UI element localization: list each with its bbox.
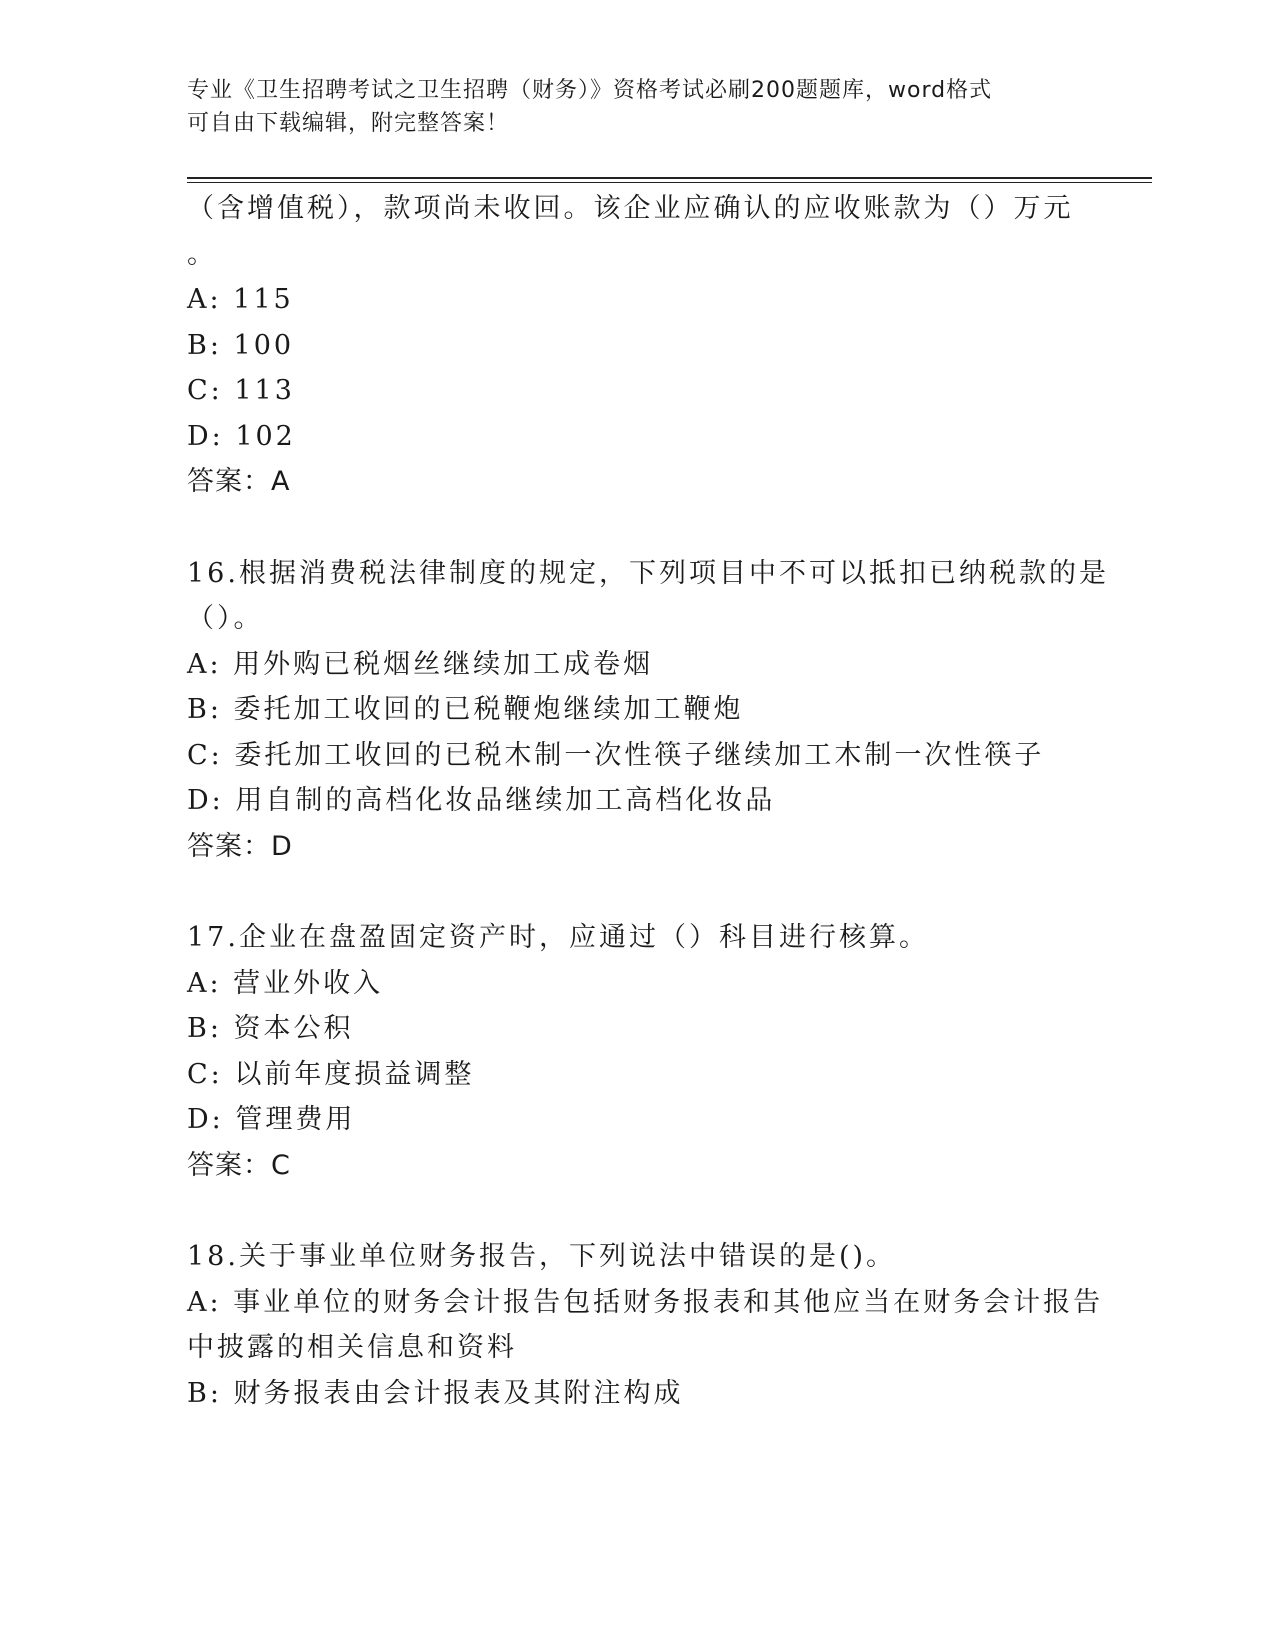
- question-17: [187, 915, 1087, 1188]
- option-c: C: 113: [187, 375, 295, 406]
- answer-line: 答案：A: [187, 466, 291, 497]
- document-header: [187, 74, 1067, 140]
- question-stem-line: （含增值税），款项尚未收回。该企业应确认的应收账款为（）万元: [187, 193, 1074, 224]
- question-content: [187, 186, 1109, 1416]
- option-d: D: 管理费用: [187, 1104, 356, 1135]
- header-line-1: 专业《卫生招聘考试之卫生招聘（财务）》资格考试必刷200题题库，word格式: [187, 78, 993, 103]
- option-a-continued: 中披露的相关信息和资料: [187, 1332, 517, 1363]
- option-b: B: 资本公积: [187, 1013, 354, 1044]
- answer-line: 答案：D: [187, 830, 293, 862]
- question-stem-line: 17.企业在盘盈固定资产时，应通过（）科目进行核算。: [187, 922, 929, 953]
- header-line-2: 可自由下载编辑，附完整答案！: [187, 111, 510, 136]
- question-stem-line: （）。: [187, 603, 264, 634]
- header-rule-thin: [187, 182, 1152, 183]
- question-stem-line: 16.根据消费税法律制度的规定，下列项目中不可以抵扣已纳税款的是: [187, 557, 1109, 589]
- option-b: B: 财务报表由会计报表及其附注构成: [187, 1377, 684, 1409]
- question-stem-line: 18.关于事业单位财务报告，下列说法中错误的是()。: [187, 1241, 897, 1272]
- question-stem-line: 。: [187, 238, 217, 270]
- option-a: A: 用外购已税烟丝继续加工成卷烟: [187, 648, 654, 680]
- question-16: [187, 551, 1109, 870]
- answer-line: 答案：C: [187, 1149, 291, 1181]
- option-c: C: 以前年度损益调整: [187, 1058, 475, 1090]
- option-b: B: 100: [187, 329, 295, 361]
- option-a: A: 115: [187, 284, 294, 315]
- option-a: A: 事业单位的财务会计报告包括财务报表和其他应当在财务会计报告: [187, 1286, 1104, 1318]
- option-d: D: 用自制的高档化妆品继续加工高档化妆品: [187, 785, 776, 816]
- header-rule: [187, 177, 1152, 179]
- option-a: A: 营业外收入: [187, 967, 384, 999]
- option-c: C: 委托加工收回的已税木制一次性筷子继续加工木制一次性筷子: [187, 739, 1045, 771]
- option-b: B: 委托加工收回的已税鞭炮继续加工鞭炮: [187, 694, 744, 725]
- option-d: D: 102: [187, 420, 296, 452]
- question-18: [187, 1234, 1104, 1416]
- question-15-continued: [187, 186, 1087, 505]
